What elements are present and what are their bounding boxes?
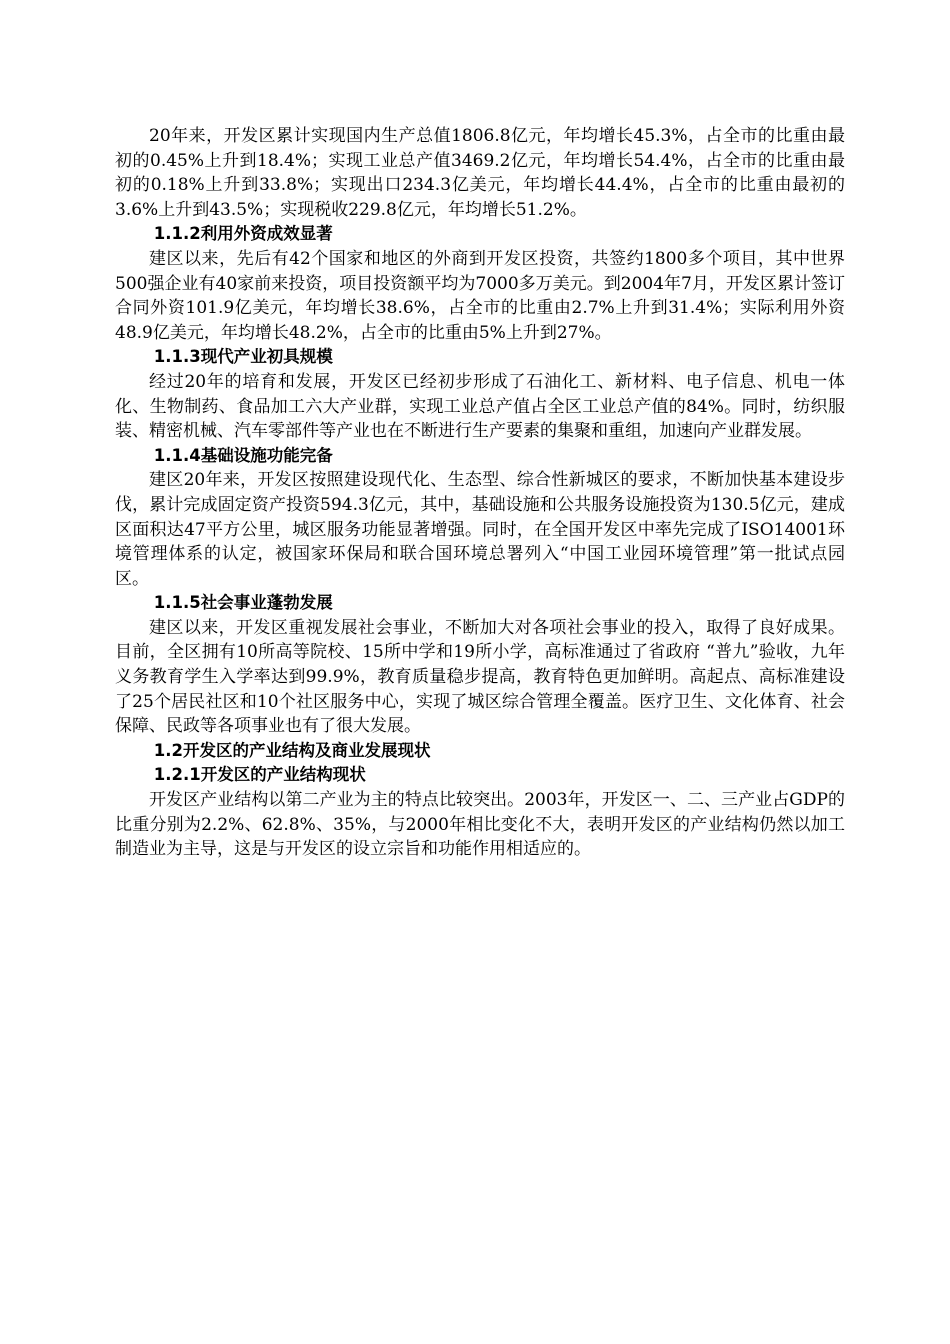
paragraph-industry-scale: 经过20年的培育和发展，开发区已经初步形成了石油化工、新材料、电子信息、机电一体化、生物制药、食品加工六大产业群，实现工业总产值占全区工业总产值的84%。同时，纺织服装、精密机械、汽车零部件等产业也在不断进行生产要素的集聚和重组，加速向产业群发展。 <box>115 371 845 442</box>
paragraph-industrial-structure: 开发区产业结构以第二产业为主的特点比较突出。2003年，开发区一、二、三产业占GDP的比重分别为2.2%、62.8%、35%，与2000年相比变化不大，表明开发区的产业结构仍然以加工制造业为主导，这是与开发区的设立宗旨和功能作用相适应的。 <box>115 790 845 860</box>
heading-1-1-4: 1.1.4基础设施功能完备 <box>153 445 333 465</box>
paragraph-gdp-summary: 20年来，开发区累计实现国内生产总值1806.8亿元，年均增长45.3%，占全市的比重由最初的0.45%上升到18.4%；实现工业总产值3469.2亿元，年均增长54.4%，占全市的比重由最初的0.18%上升到33.8%；实现出口234.3亿美元，年均增长44.4%，占全市的比重由最初的3.6%上升到43.5%；实现税收229.8亿元，年均增长51.2%。 <box>115 126 845 220</box>
heading-1-1-5: 1.1.5社会事业蓬勃发展 <box>153 593 333 613</box>
heading-1-1-2: 1.1.2利用外资成效显著 <box>153 224 333 244</box>
heading-1-1-3: 1.1.3现代产业初具规模 <box>153 347 333 367</box>
paragraph-infrastructure: 建区20年来，开发区按照建设现代化、生态型、综合性新城区的要求，不断加快基本建设步伐，累计完成固定资产投资594.3亿元，其中，基础设施和公共服务设施投资为130.5亿元，建成区面积达47平方公里，城区服务功能显著增强。同时，在全国开发区中率先完成了ISO14001环境管理体系的认定，被国家环保局和联合国环境总署列入“中国工业园环境管理”第一批试点园区。 <box>115 470 845 589</box>
paragraph-foreign-investment: 建区以来，先后有42个国家和地区的外商到开发区投资，共签约1800多个项目，其中世界500强企业有40家前来投资，项目投资额平均为7000多万美元。到2004年7月，开发区累计签订合同外资101.9亿美元，年均增长38.6%，占全市的比重由2.7%上升到31.4%；实际利用外资48.9亿美元，年均增长48.2%，占全市的比重由5%上升到27%。 <box>115 248 845 343</box>
paragraph-social-development: 建区以来，开发区重视发展社会事业，不断加大对各项社会事业的投入，取得了良好成果。目前，全区拥有10所高等院校、15所中学和19所小学，高标准通过了省政府 “普九”验收，九年义务教育学生入学率达到99.9%，教育质量稳步提高，教育特色更加鲜明。高起点、高标准建设了25个居民社区和10个社区服务中心，实现了城区综合管理全覆盖。医疗卫生、文化体育、社会保障、民政等各项事业也有了很大发展。 <box>115 617 845 737</box>
heading-1-2: 1.2开发区的产业结构及商业发展现状 <box>153 740 431 760</box>
heading-1-2-1: 1.2.1开发区的产业结构现状 <box>153 765 366 785</box>
document-page <box>115 124 845 862</box>
